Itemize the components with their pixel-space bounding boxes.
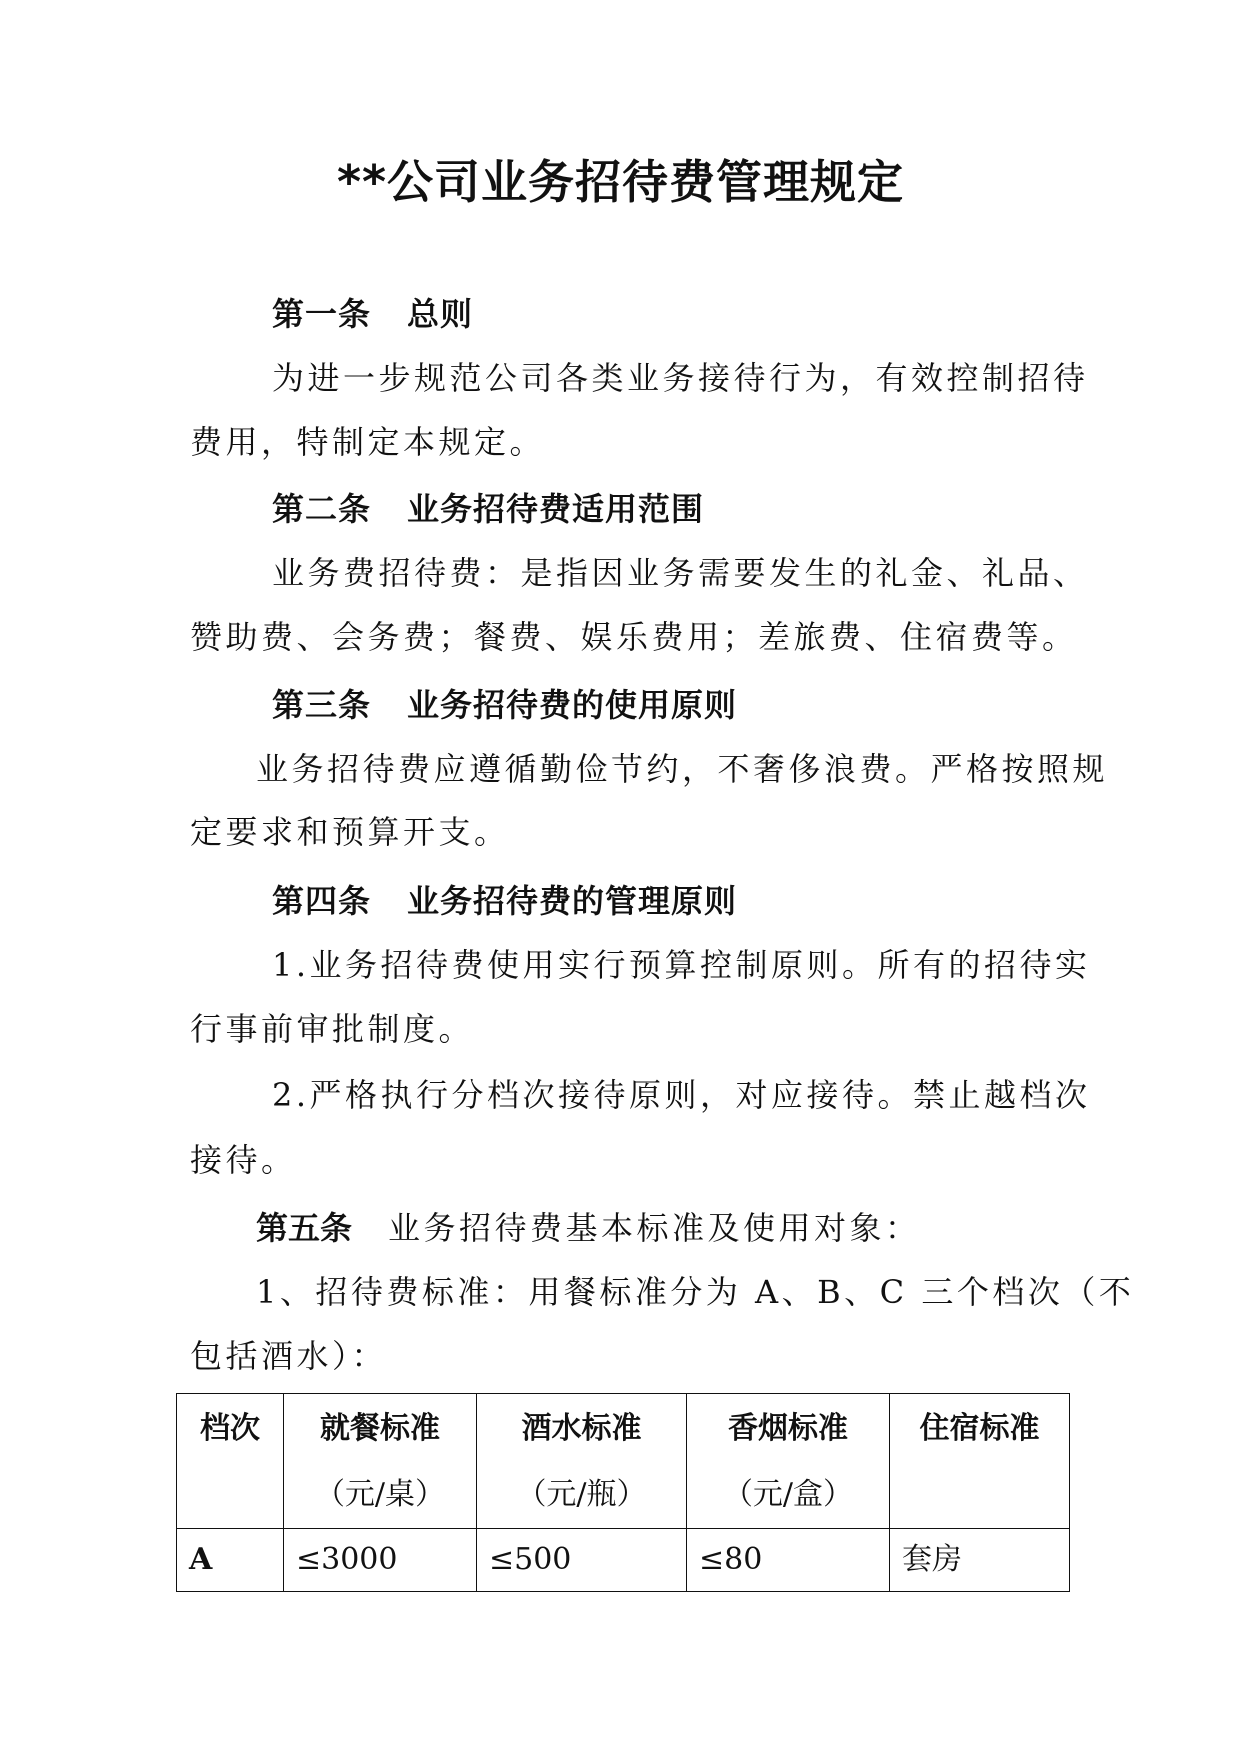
article-4-number: 第四条: [272, 882, 372, 920]
table-header-row: [177, 1394, 1070, 1529]
article-2-line-2: 赞助费、会务费；餐费、娱乐费用；差旅费、住宿费等。: [190, 618, 1078, 656]
article-4-line-3: 2.严格执行分档次接待原则，对应接待。禁止越档次: [272, 1076, 1091, 1114]
article-4-name: 业务招待费的管理原则: [407, 882, 738, 920]
article-1-number: 第一条: [272, 295, 372, 333]
article-2-name: 业务招待费适用范围: [407, 490, 705, 528]
article-1-line-1: 为进一步规范公司各类业务接待行为，有效控制招待: [272, 359, 1089, 397]
article-2-line-1: 业务费招待费：是指因业务需要发生的礼金、礼品、: [272, 554, 1089, 592]
header-label: 住宿标准: [919, 1411, 1040, 1446]
article-4-line-4: 接待。: [190, 1141, 297, 1179]
article-3-heading: [272, 683, 737, 727]
header-unit: （元/瓶）: [516, 1477, 647, 1512]
header-label: 香烟标准: [728, 1411, 848, 1446]
header-label: 酒水标准: [521, 1411, 642, 1446]
article-4-heading: [272, 879, 737, 923]
header-unit: （元/桌）: [314, 1477, 446, 1512]
header-cell-cigarettes: [687, 1394, 890, 1529]
header-cell-dining: [284, 1394, 477, 1529]
article-1-name: 总则: [407, 295, 474, 333]
header-label: 档次: [200, 1411, 260, 1446]
article-1-line-2: 费用，特制定本规定。: [190, 423, 546, 461]
article-2-number: 第二条: [272, 490, 372, 528]
article-5-name: 业务招待费基本标准及使用对象：: [388, 1209, 921, 1247]
header-cell-lodging: [890, 1394, 1070, 1529]
article-5-heading: [256, 1206, 921, 1250]
article-4-line-1: 1.业务招待费使用实行预算控制原则。所有的招待实: [272, 946, 1091, 984]
article-5-line-1: 1、招待费标准：用餐标准分为 A、B、C 三个档次（不: [256, 1273, 1135, 1311]
header-unit: （元/盒）: [722, 1477, 854, 1512]
table-cell-drinks: ≤500: [477, 1529, 687, 1592]
article-3-line-2: 定要求和预算开支。: [190, 813, 510, 851]
header-cell-tier: [177, 1394, 284, 1529]
header-label: 就餐标准: [320, 1411, 440, 1446]
article-3-number: 第三条: [272, 686, 372, 724]
table-cell-cigarettes: ≤80: [687, 1529, 890, 1592]
document-title: **公司业务招待费管理规定: [336, 155, 905, 209]
table-row: [177, 1529, 1070, 1592]
article-5-number: 第五条: [256, 1209, 353, 1247]
header-cell-drinks: [477, 1394, 687, 1529]
article-3-line-1: 业务招待费应遵循勤俭节约，不奢侈浪费。严格按照规: [256, 750, 1109, 788]
table-cell-dining: ≤3000: [284, 1529, 477, 1592]
article-2-heading: [272, 487, 704, 531]
article-5-line-2: 包括酒水）：: [190, 1337, 388, 1375]
article-1-heading: [272, 292, 473, 336]
article-3-name: 业务招待费的使用原则: [407, 686, 738, 724]
entertainment-standards-table: [176, 1393, 1070, 1592]
table-cell-tier: A: [177, 1529, 284, 1592]
article-4-line-2: 行事前审批制度。: [190, 1010, 475, 1048]
table-cell-lodging: 套房: [890, 1529, 1070, 1592]
